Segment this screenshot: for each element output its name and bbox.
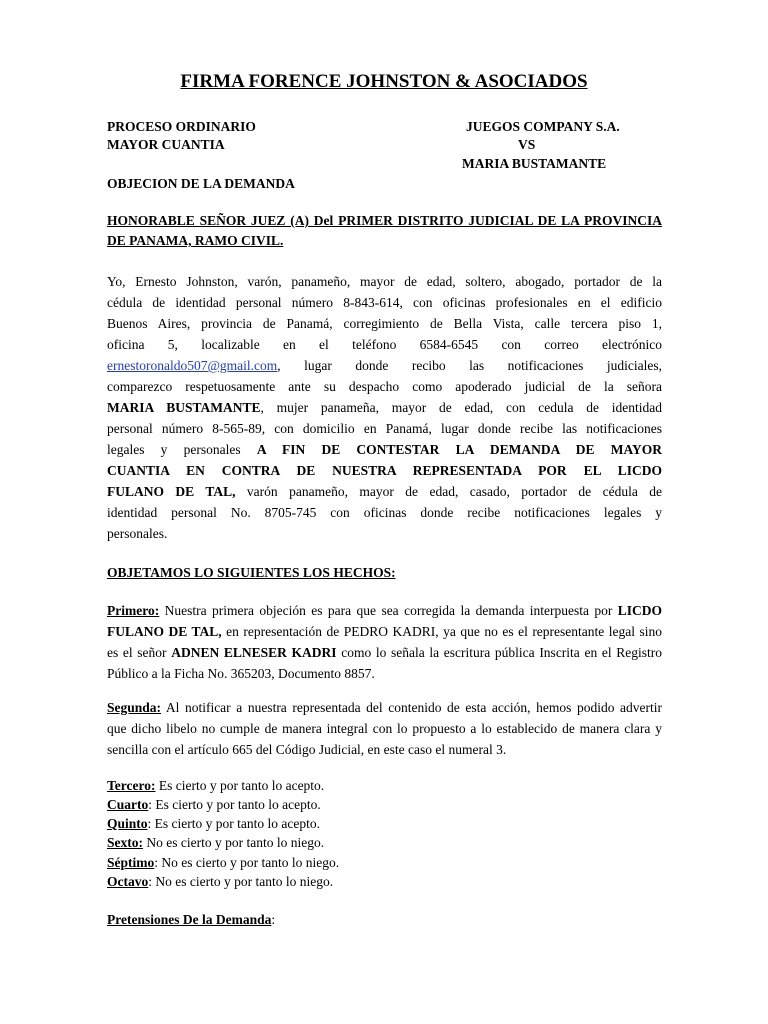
primero-text: es el señor [107, 645, 172, 660]
segunda-line: que dicho libelo no cumple de manera integral con lo propuesto a lo establecido de manera clara y [107, 721, 662, 736]
intro-line: identidad personal No. 8705-745 con oficinas donde recibe notificaciones legales y [107, 505, 662, 520]
primero-label: Primero: [107, 603, 160, 618]
hecho-item [107, 797, 321, 813]
primero-line [107, 624, 662, 640]
client-name: MARIA BUSTAMANTE [107, 400, 261, 415]
hecho-text: No es cierto y por tanto lo niego. [143, 835, 325, 850]
hecho-label: Octavo [107, 874, 149, 889]
honorable-line-2: DE PANAMA, RAMO CIVIL. [107, 233, 284, 248]
hecho-label: Cuarto [107, 797, 149, 812]
hecho-item [107, 778, 324, 794]
intro-line: oficina 5, localizable en el teléfono 6584-6545 con correo electrónico [107, 337, 662, 352]
segunda-line: sencilla con el artículo 665 del Código Judicial, en este caso el numeral 3. [107, 742, 507, 757]
hecho-text: : Es cierto y por tanto lo acepto. [148, 797, 321, 812]
cuantia-label: MAYOR CUANTIA [107, 137, 225, 152]
objecion-label: OBJECION DE LA DEMANDA [107, 176, 295, 191]
intro-line [107, 484, 662, 500]
intro-line: comparezco respetuosamente ante su despacho como apoderado judicial de la señora [107, 379, 662, 394]
primero-bold: LICDO [617, 603, 662, 618]
intro-line: cédula de identidad personal número 8-843-614, con oficinas profesionales en el edificio [107, 295, 662, 310]
hecho-item [107, 874, 333, 890]
intro-bold-text: FULANO DE TAL, [107, 484, 236, 499]
primero-line [107, 603, 662, 619]
hecho-text: : No es cierto y por tanto lo niego. [148, 874, 334, 889]
intro-line: Buenos Aires, provincia de Panamá, corregimiento de Bella Vista, calle tercera piso 1, [107, 316, 662, 331]
segunda-text: Al notificar a nuestra representada del contenido de esta acción, hemos podido advertir [161, 700, 662, 715]
hecho-label: Tercero: [107, 778, 156, 793]
segunda-line [107, 700, 662, 716]
parte-actora: JUEGOS COMPANY S.A. [466, 119, 620, 134]
versus-label: VS [518, 137, 536, 152]
pretensiones-heading [107, 912, 275, 928]
primero-line: Público a la Ficha No. 365203, Documento 8857. [107, 666, 375, 681]
intro-line [107, 400, 662, 416]
hecho-item [107, 835, 324, 851]
primero-text: Nuestra primera objeción es para que sea corregida la demanda interpuesta por [159, 603, 618, 618]
primero-bold: FULANO DE TAL, [107, 624, 222, 639]
hecho-label: Séptimo [107, 855, 155, 870]
intro-text: , lugar donde recibo las notificaciones judiciales, [277, 358, 662, 373]
intro-line-email [107, 358, 662, 374]
hecho-item [107, 855, 339, 871]
hecho-label: Quinto [107, 816, 148, 831]
intro-text: legales y personales [107, 442, 257, 457]
honorable-line-1: HONORABLE SEÑOR JUEZ (A) Del PRIMER DISTRITO JUDICIAL DE LA PROVINCIA [107, 213, 662, 228]
pretensiones-label: Pretensiones De la Demanda [107, 912, 272, 927]
document-title: FIRMA FORENCE JOHNSTON & ASOCIADOS [180, 71, 588, 92]
proceso-label: PROCESO ORDINARIO [107, 119, 256, 134]
primero-text: como lo señala la escritura pública Inscrita en el Registro [336, 645, 662, 660]
hecho-text: : No es cierto y por tanto lo niego. [154, 855, 340, 870]
primero-line [107, 645, 662, 661]
intro-line: Yo, Ernesto Johnston, varón, panameño, mayor de edad, soltero, abogado, portador de la [107, 274, 662, 289]
intro-line: personal número 8-565-89, con domicilio en Panamá, lugar donde recibe las notificaciones [107, 421, 662, 436]
hecho-text: : Es cierto y por tanto lo acepto. [147, 816, 320, 831]
segunda-label: Segunda: [107, 700, 162, 715]
primero-text: en representación de PEDRO KADRI, ya que no es el representante legal sino [221, 624, 662, 639]
intro-line [107, 442, 662, 458]
hecho-label: Sexto: [107, 835, 143, 850]
email-link[interactable]: ernestoronaldo507@gmail.com [107, 358, 278, 373]
intro-bold-text: A FIN DE CONTESTAR LA DEMANDA DE MAYOR [256, 442, 662, 457]
intro-text: varón panameño, mayor de edad, casado, portador de cédula de [235, 484, 662, 499]
primero-bold: ADNEN ELNESER KADRI [171, 645, 337, 660]
intro-line-bold: CUANTIA EN CONTRA DE NUESTRA REPRESENTADA POR EL LICDO [107, 463, 662, 478]
intro-text: , mujer panameña, mayor de edad, con cedula de identidad [260, 400, 662, 415]
hecho-item [107, 816, 320, 832]
parte-demandada: MARIA BUSTAMANTE [462, 156, 607, 171]
objetamos-heading: OBJETAMOS LO SIGUIENTES LOS HECHOS: [107, 565, 396, 580]
pretensiones-suffix: : [271, 912, 276, 927]
hecho-text: Es cierto y por tanto lo acepto. [155, 778, 325, 793]
intro-line: personales. [107, 526, 168, 541]
